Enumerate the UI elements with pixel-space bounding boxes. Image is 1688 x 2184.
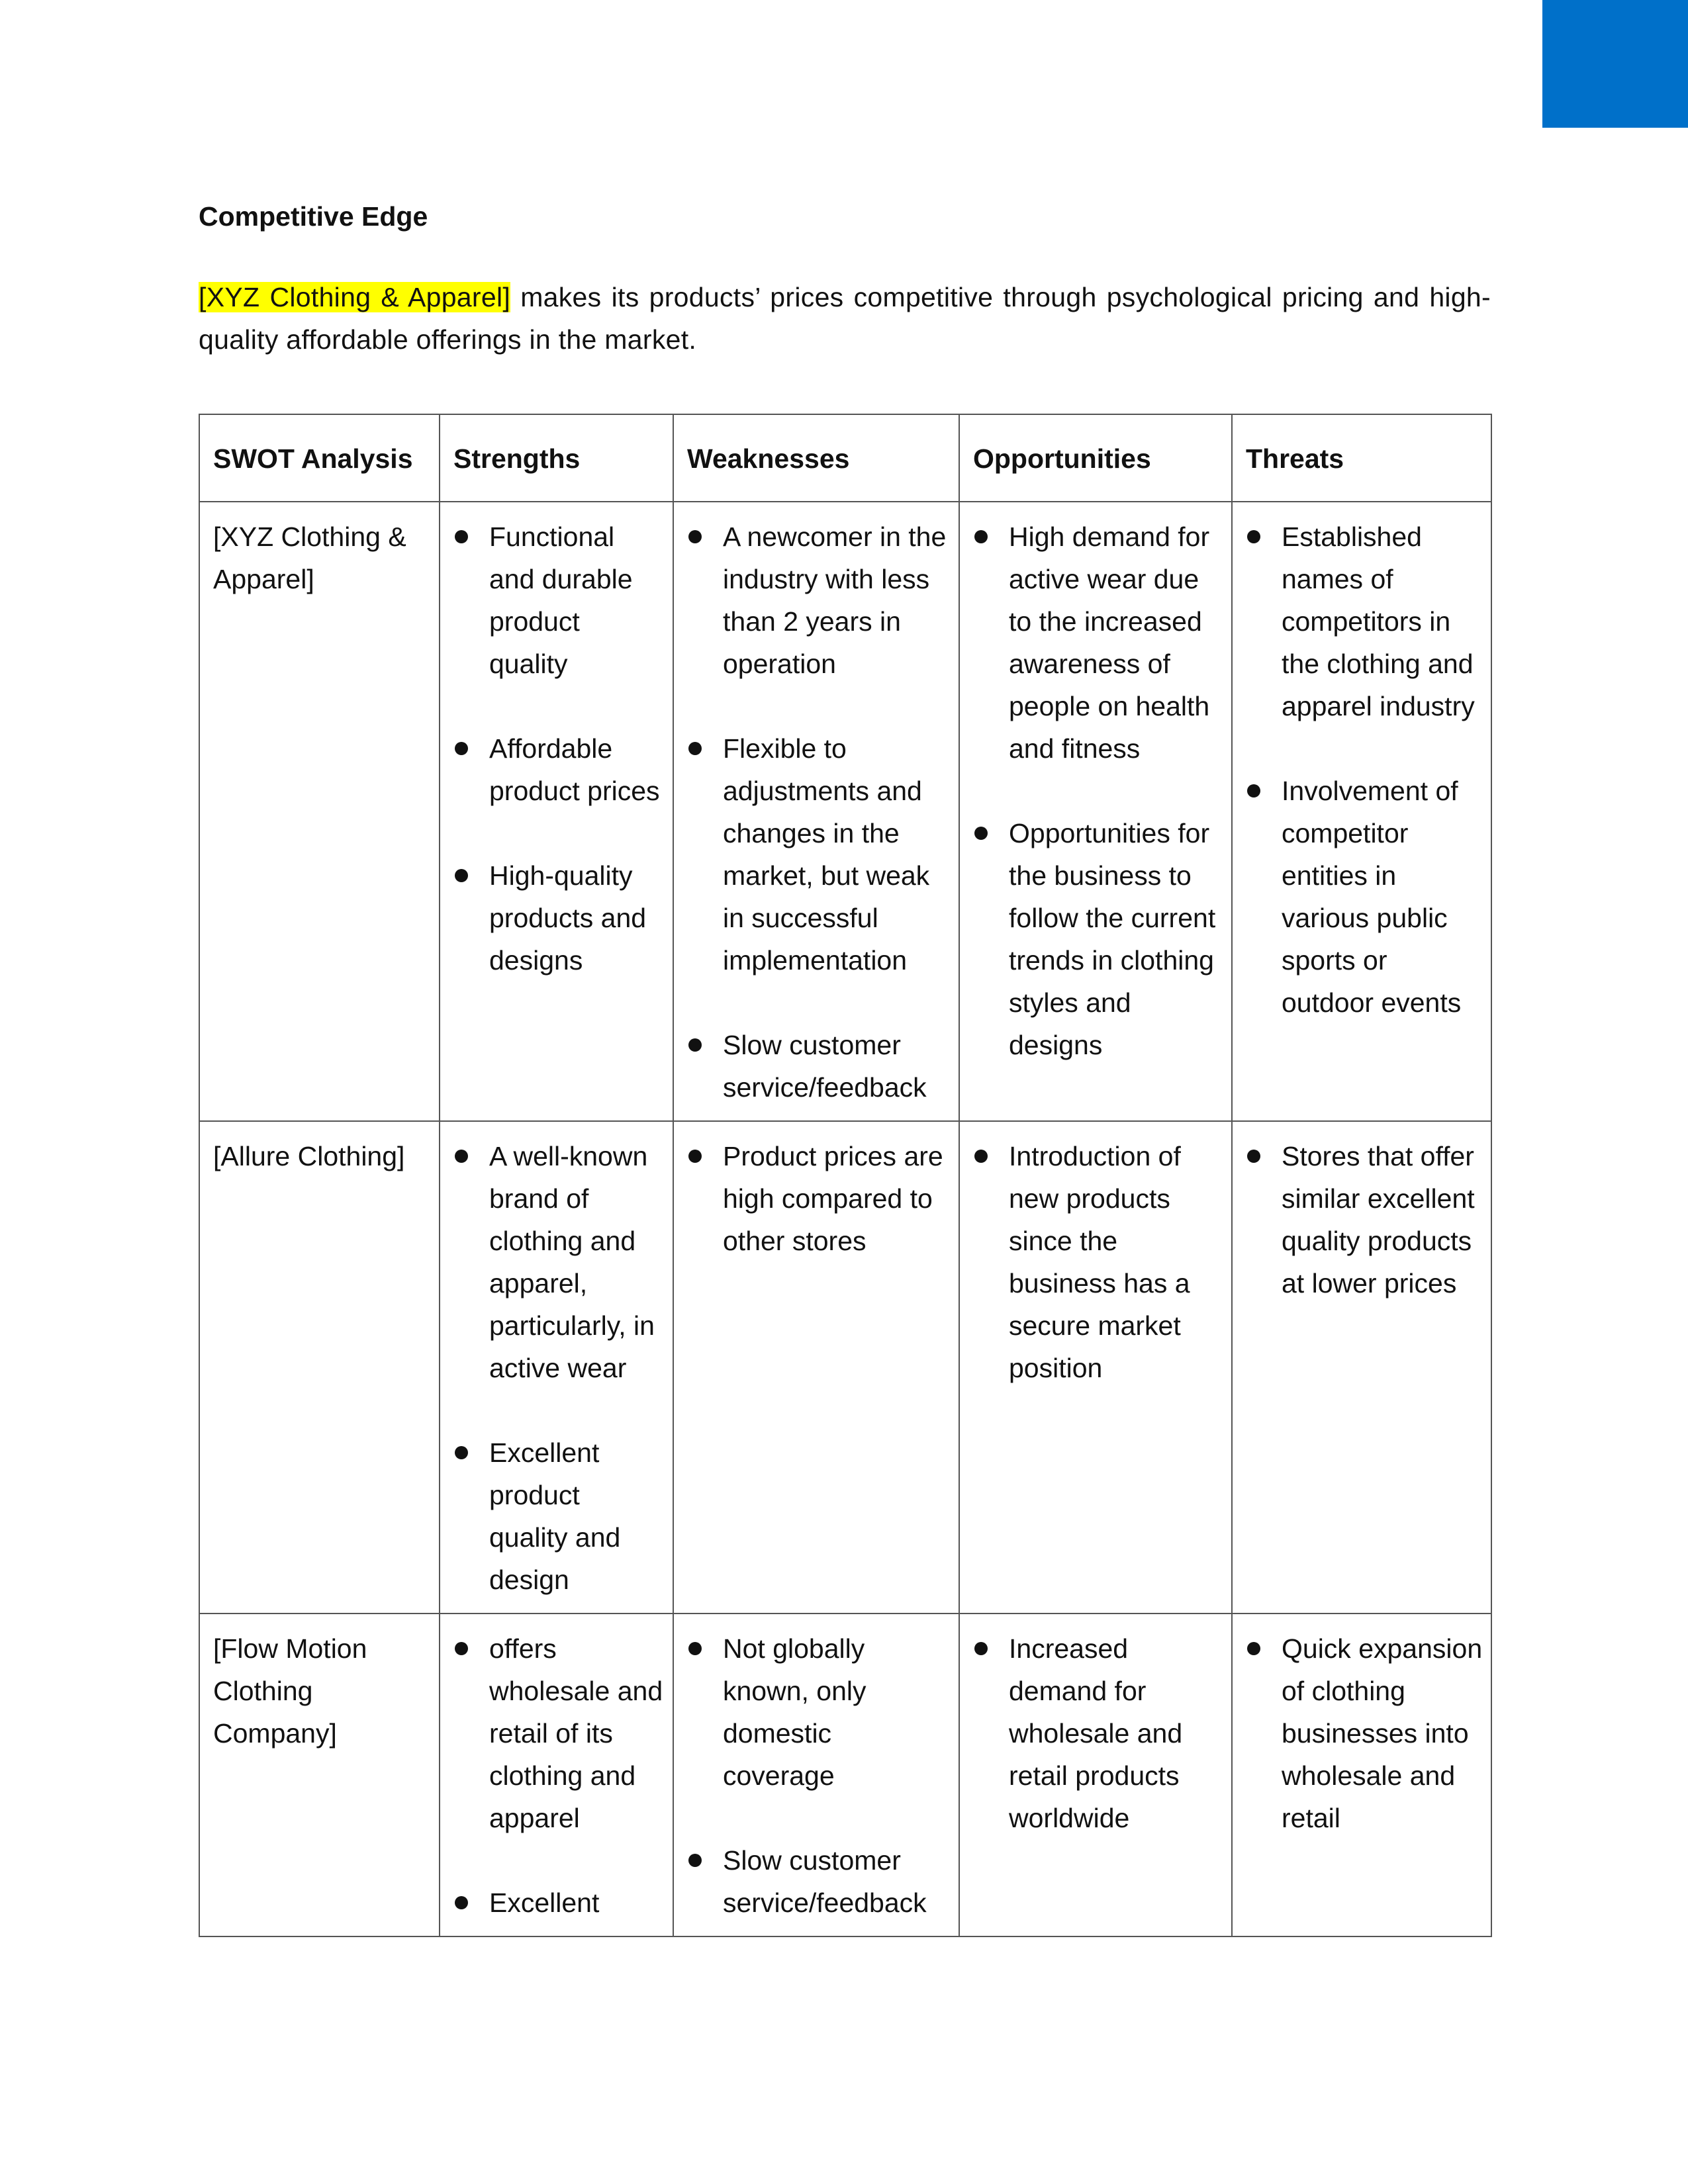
- list-item: Increased demand for wholesale and retail products worldwide: [973, 1627, 1223, 1839]
- header-opportunities: Opportunities: [959, 414, 1232, 502]
- company-cell: [XYZ Clothing & Apparel]: [199, 502, 440, 1121]
- list-item: Established names of competitors in the clothing and apparel industry: [1246, 516, 1483, 727]
- list-item: Excellent: [453, 1882, 665, 1924]
- weaknesses-cell: [673, 502, 959, 1121]
- list-item: Introduction of new products since the business has a secure market position: [973, 1135, 1223, 1389]
- company-cell: [Flow Motion Clothing Company]: [199, 1614, 440, 1936]
- list-item: A well-known brand of clothing and apparel, particularly, in active wear: [453, 1135, 665, 1389]
- list-item: Not globally known, only domestic coverage: [687, 1627, 951, 1797]
- strengths-cell: [440, 1614, 673, 1936]
- list-item: High demand for active wear due to the increased awareness of people on health and fitness: [973, 516, 1223, 770]
- list-item: Involvement of competitor entities in various public sports or outdoor events: [1246, 770, 1483, 1024]
- table-row: [199, 1614, 1491, 1936]
- table-header-row: [199, 414, 1491, 502]
- section-heading: Competitive Edge: [199, 201, 428, 232]
- header-weaknesses: Weaknesses: [673, 414, 959, 502]
- intro-paragraph: [199, 276, 1491, 361]
- list-item: Flexible to adjustments and changes in the market, but weak in successful implementation: [687, 727, 951, 981]
- company-name-highlight: [XYZ Clothing & Apparel]: [199, 282, 511, 312]
- opportunities-cell: [959, 1121, 1232, 1614]
- table-row: [199, 502, 1491, 1121]
- opportunities-cell: [959, 1614, 1232, 1936]
- list-item: Product prices are high compared to other stores: [687, 1135, 951, 1262]
- list-item: Affordable product prices: [453, 727, 665, 812]
- header-threats: Threats: [1232, 414, 1491, 502]
- list-item: Slow customer service/feedback: [687, 1839, 951, 1924]
- threats-cell: [1232, 502, 1491, 1121]
- company-cell: [Allure Clothing]: [199, 1121, 440, 1614]
- weaknesses-cell: [673, 1121, 959, 1614]
- threats-cell: [1232, 1614, 1491, 1936]
- list-item: Quick expansion of clothing businesses into wholesale and retail: [1246, 1627, 1483, 1839]
- threats-cell: [1232, 1121, 1491, 1614]
- list-item: offers wholesale and retail of its clothing and apparel: [453, 1627, 665, 1839]
- list-item: Excellent product quality and design: [453, 1432, 665, 1601]
- list-item: Slow customer service/feedback: [687, 1024, 951, 1109]
- header-strengths: Strengths: [440, 414, 673, 502]
- intro-text: makes its products’ prices competitive through psychological pricing and high-quality affordable offerings in the market.: [199, 282, 1491, 355]
- corner-accent-block: [1542, 0, 1688, 128]
- list-item: Stores that offer similar excellent quality products at lower prices: [1246, 1135, 1483, 1304]
- swot-table: [199, 414, 1492, 1937]
- opportunities-cell: [959, 502, 1232, 1121]
- list-item: Functional and durable product quality: [453, 516, 665, 685]
- page-content: [199, 195, 1491, 1937]
- header-swot-analysis: SWOT Analysis: [199, 414, 440, 502]
- strengths-cell: [440, 1121, 673, 1614]
- list-item: Opportunities for the business to follow the current trends in clothing styles and designs: [973, 812, 1223, 1066]
- weaknesses-cell: [673, 1614, 959, 1936]
- list-item: A newcomer in the industry with less than 2 years in operation: [687, 516, 951, 685]
- table-row: [199, 1121, 1491, 1614]
- strengths-cell: [440, 502, 673, 1121]
- list-item: High-quality products and designs: [453, 854, 665, 981]
